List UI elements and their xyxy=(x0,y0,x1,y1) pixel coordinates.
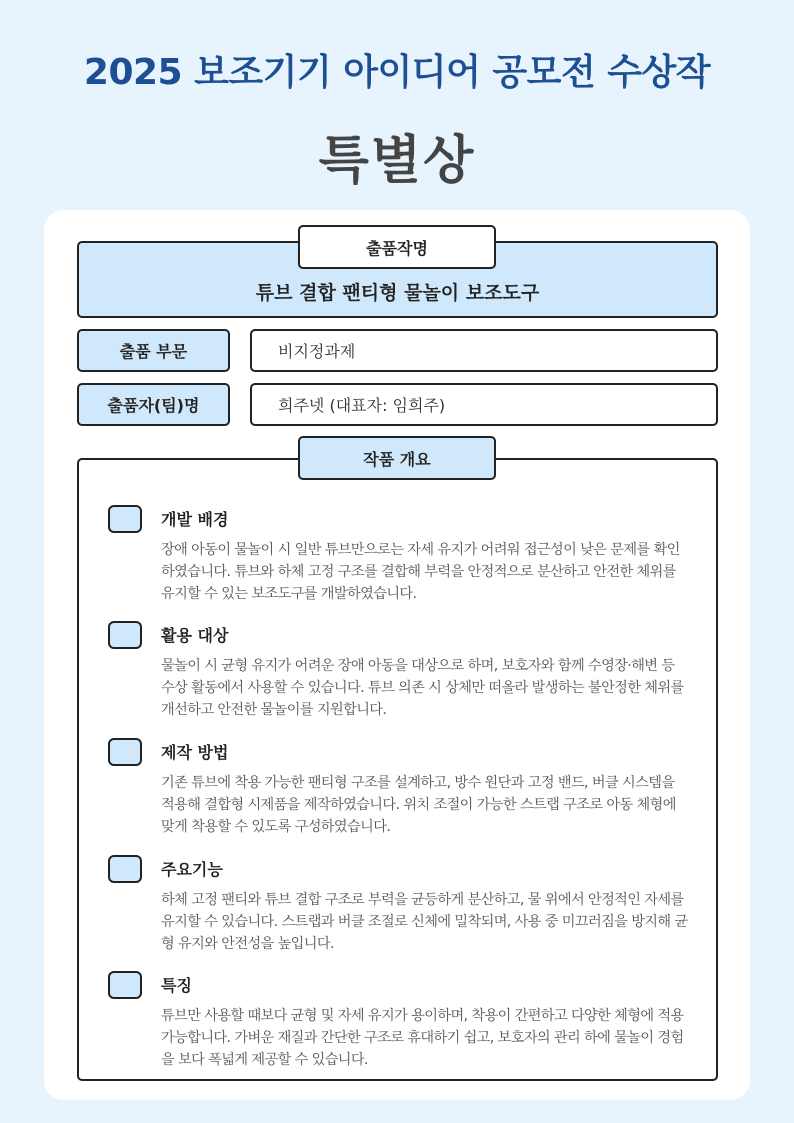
section-body: 튜브만 사용할 때보다 균형 및 자세 유지가 용이하며, 착용이 간편하고 다양한 체형에 적용 가능합니다. 가벼운 재질과 간단한 구조로 휴대하기 쉽고, 보호자의 관리 하에 물놀이 경험을 보다 폭넓게 제공할 수 있습니다. xyxy=(161,1008,684,1068)
section-title: 특징 xyxy=(161,976,192,995)
entrant-value: 희주넷 (대표자: 임희주) xyxy=(250,383,718,426)
page-heading: 2025 보조기기 아이디어 공모전 수상작 xyxy=(83,52,711,93)
section-title: 개발 배경 xyxy=(161,510,229,529)
checkbox-icon xyxy=(108,971,142,999)
section-body: 기존 튜브에 착용 가능한 팬티형 구조를 설계하고, 방수 원단과 고정 밴드, 버클 시스템을 적용해 결합형 시제품을 제작하였습니다. 위치 조절이 가능한 스트랩 구조로 아동 체형에 맞게 착용할 수 있도록 구성하였습니다. xyxy=(161,775,676,835)
entry-title-label: 출품작명 xyxy=(298,225,496,269)
division-value: 비지정과제 xyxy=(250,329,718,372)
section-body: 하체 고정 팬티와 튜브 결합 구조로 부력을 균등하게 분산하고, 물 위에서 안정적인 자세를 유지할 수 있습니다. 스트랩과 버클 조절로 신체에 밀착되며, 사용 중 미끄러짐을 방지해 균형 유지와 안전성을 높입니다. xyxy=(161,892,688,952)
section-body: 물놀이 시 균형 유지가 어려운 장애 아동을 대상으로 하며, 보호자와 함께 수영장·해변 등 수상 활동에서 사용할 수 있습니다. 튜브 의존 시 상체만 떠올라 발생하는 불안정한 체위를 개선하고 안전한 물놀이를 지원합니다. xyxy=(161,658,684,718)
checkbox-icon xyxy=(108,505,142,533)
checkbox-icon xyxy=(108,738,142,766)
section-title: 제작 방법 xyxy=(161,743,229,762)
checkbox-icon xyxy=(108,855,142,883)
section-body: 장애 아동이 물놀이 시 일반 튜브만으로는 자세 유지가 어려워 접근성이 낮은 문제를 확인하였습니다. 튜브와 하체 고정 구조를 결합해 부력을 안정적으로 분산하고 안전한 체위를 유지할 수 있는 보조도구를 개발하였습니다. xyxy=(161,542,680,602)
section-title: 활용 대상 xyxy=(161,626,229,645)
section-title: 주요기능 xyxy=(161,860,223,879)
overview-label: 작품 개요 xyxy=(298,436,496,480)
checkbox-icon xyxy=(108,621,142,649)
entrant-label: 출품자(팀)명 xyxy=(77,383,230,426)
division-label: 출품 부문 xyxy=(77,329,230,372)
award-title: 특별상 xyxy=(318,131,476,191)
entry-title: 튜브 결합 팬티형 물놀이 보조도구 xyxy=(255,282,540,304)
